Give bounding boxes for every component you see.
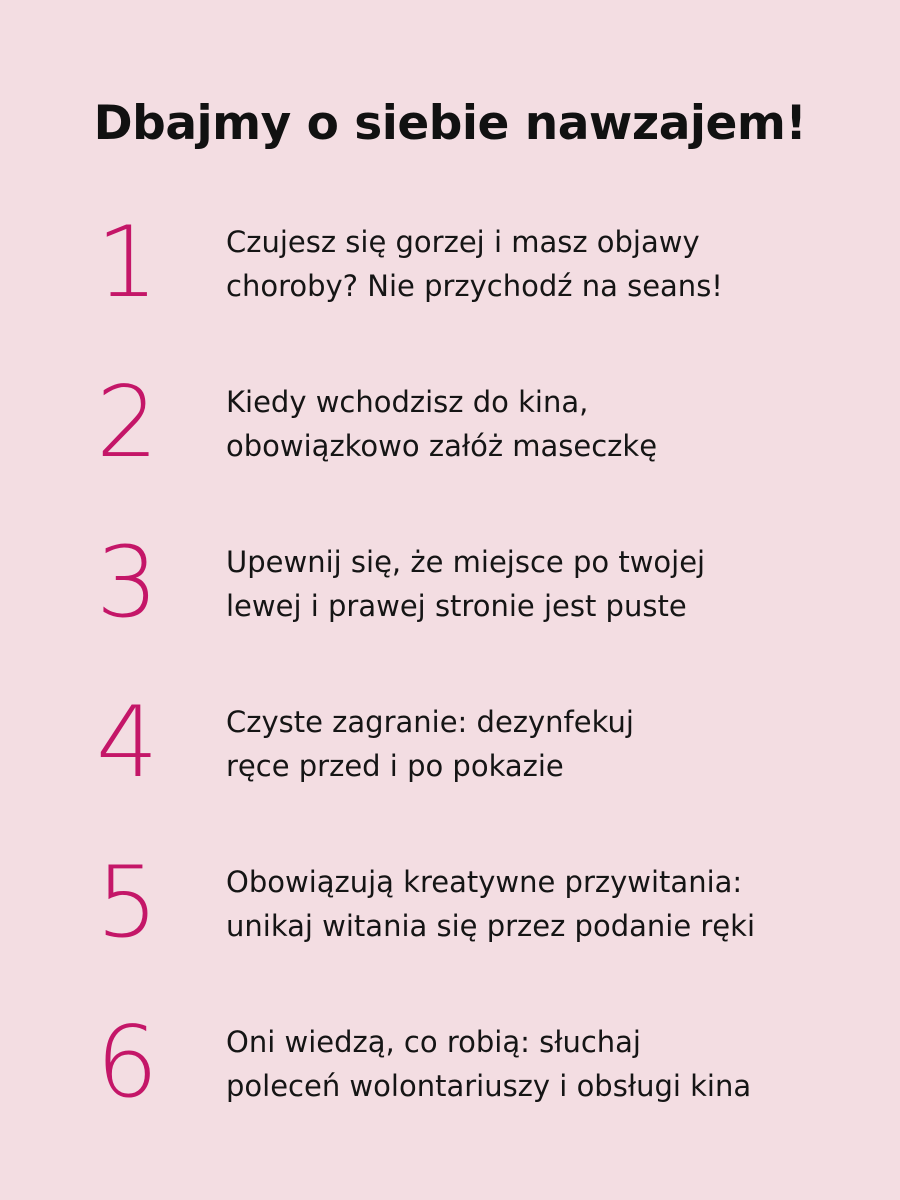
rule-number: 2 xyxy=(96,366,159,480)
rule-text-line: Kiedy wchodzisz do kina, xyxy=(226,385,589,419)
rule-number: 6 xyxy=(96,1006,159,1120)
rule-text xyxy=(226,700,866,788)
rule-text-line: obowiązkowo załóż maseczkę xyxy=(226,429,658,463)
rule-text xyxy=(226,540,866,628)
rule-number: 4 xyxy=(96,686,159,800)
rule-text-line: Czujesz się gorzej i masz objawy xyxy=(226,225,700,259)
rule-number: 5 xyxy=(96,846,159,960)
rule-text-line: ręce przed i po pokazie xyxy=(226,749,564,783)
rule-text-line: choroby? Nie przychodź na seans! xyxy=(226,269,723,303)
rule-text-line: unikaj witania się przez podanie ręki xyxy=(226,909,755,943)
rule-text xyxy=(226,380,866,468)
rule-text-line: lewej i prawej stronie jest puste xyxy=(226,589,687,623)
rule-text xyxy=(226,220,866,308)
rule-text-line: Oni wiedzą, co robią: słuchaj xyxy=(226,1025,641,1059)
rule-item xyxy=(0,1006,900,1120)
rule-text-line: Czyste zagranie: dezynfekuj xyxy=(226,705,634,739)
rule-text xyxy=(226,860,866,948)
rule-item xyxy=(0,846,900,960)
rule-item xyxy=(0,206,900,320)
rule-text-line: poleceń wolontariuszy i obsługi kina xyxy=(226,1069,752,1103)
rule-text-line: Obowiązują kreatywne przywitania: xyxy=(226,865,743,899)
rule-item xyxy=(0,526,900,640)
rule-item xyxy=(0,686,900,800)
rule-number: 3 xyxy=(96,526,159,640)
page-title: Dbajmy o siebie nawzajem! xyxy=(93,96,807,151)
rule-text xyxy=(226,1020,866,1108)
rule-item xyxy=(0,366,900,480)
rule-number: 1 xyxy=(96,206,159,320)
rule-text-line: Upewnij się, że miejsce po twojej xyxy=(226,545,706,579)
